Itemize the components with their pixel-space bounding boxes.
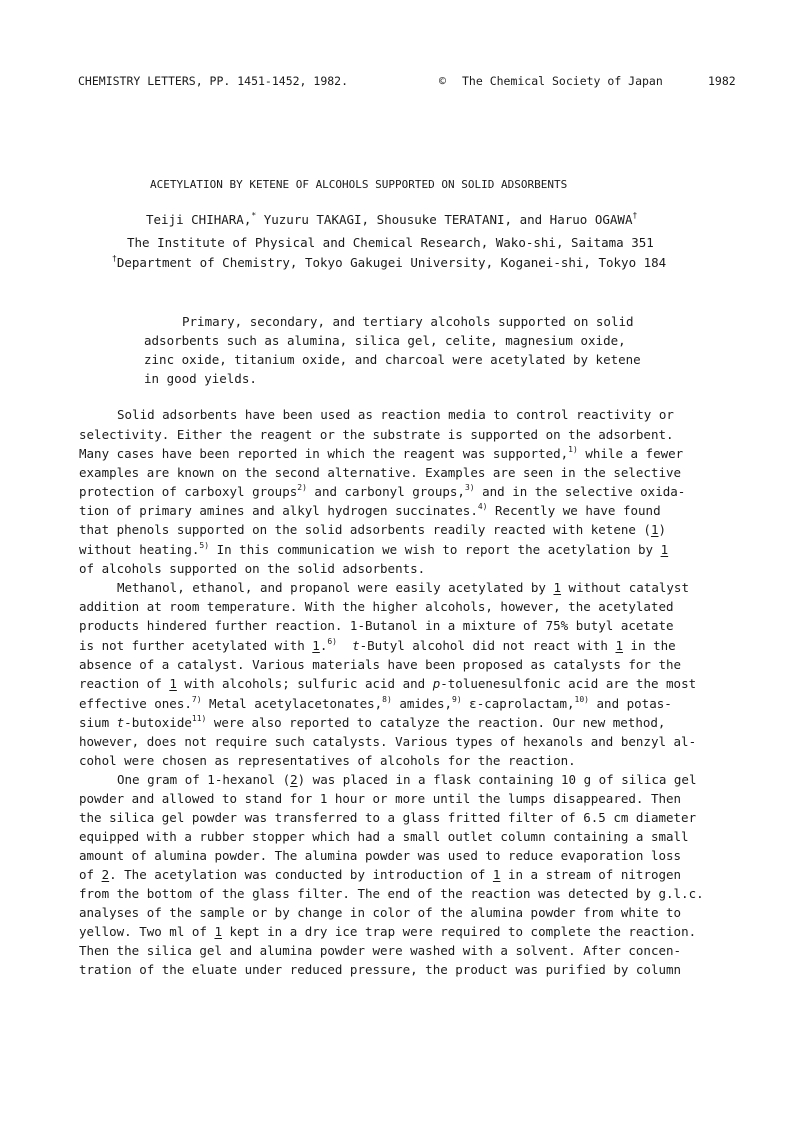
corresponding-mark: * — [251, 211, 257, 220]
compound-number: 1 — [169, 676, 177, 691]
abstract-line: Primary, secondary, and tertiary alcohols supported on solid — [182, 314, 634, 329]
citation-ref: 2) — [297, 483, 307, 492]
body-line — [79, 503, 661, 518]
body-line: tration of the eluate under reduced pressure, the product was purified by column — [79, 962, 682, 977]
body-line — [79, 676, 696, 691]
text-run: tion of primary amines and alkyl hydrogen succinates. — [79, 503, 478, 518]
compound-number: 1 — [660, 542, 669, 557]
dagger-mark: † — [112, 254, 117, 263]
text-run: in a stream of nitrogen — [500, 867, 682, 882]
society-name: The Chemical Society of Japan — [462, 74, 663, 88]
text-run — [337, 638, 352, 653]
text-run: -toluenesulfonic acid are the most — [440, 676, 697, 691]
body-line: amount of alumina powder. The alumina powder was used to reduce evaporation loss — [79, 848, 682, 863]
text-run: ) was placed in a flask containing 10 g of silica gel — [297, 772, 697, 787]
body-line: products hindered further reaction. 1-Butanol in a mixture of 75% butyl acetate — [79, 618, 674, 633]
body-line: the silica gel powder was transferred to a glass fritted filter of 6.5 cm diameter — [79, 810, 697, 825]
body-line: equipped with a rubber stopper which had a small outlet column containing a small — [79, 829, 689, 844]
text-run: and carbonyl groups, — [306, 484, 465, 499]
text-run: and in the selective oxida- — [474, 484, 686, 499]
abstract-line: zinc oxide, titanium oxide, and charcoal were acetylated by ketene — [144, 352, 641, 367]
compound-number: 1 — [312, 638, 320, 653]
text-run: In this communication we wish to report the acetylation by — [209, 542, 661, 557]
citation-ref: 4) — [477, 502, 488, 511]
text-run: were also reported to catalyze the reaction. Our new method, — [206, 715, 666, 730]
affiliation-2: Department of Chemistry, Tokyo Gakugei University, Koganei-shi, Tokyo 184 — [116, 255, 667, 270]
compound-number: 1 — [214, 924, 222, 939]
text-run: effective ones. — [79, 696, 192, 711]
citation-ref: 6) — [327, 637, 337, 646]
author-line — [146, 212, 637, 227]
text-run: t — [116, 715, 125, 730]
abstract-line: in good yields. — [144, 371, 257, 386]
body-line — [79, 696, 672, 711]
compound-number: 1 — [492, 867, 501, 882]
text-run: kept in a dry ice trap were required to complete the reaction. — [222, 924, 697, 939]
dagger-mark: † — [632, 211, 638, 220]
text-run: amides, — [391, 696, 453, 711]
text-run: Recently we have found — [487, 503, 661, 518]
body-line: addition at room temperature. With the higher alcohols, however, the acetylated — [79, 599, 674, 614]
text-run: t — [352, 638, 360, 653]
text-run: Metal acetylacetonates, — [201, 696, 383, 711]
body-line — [79, 924, 696, 939]
body-line: Solid adsorbents have been used as reaction media to control reactivity or — [117, 407, 674, 422]
affiliation-1: The Institute of Physical and Chemical Research, Wako-shi, Saitama 351 — [127, 235, 654, 250]
citation-ref: 8) — [382, 695, 392, 704]
text-run: Methanol, ethanol, and propanol were easily acetylated by — [117, 580, 554, 595]
citation-ref: 9) — [452, 695, 462, 704]
body-line — [117, 772, 696, 787]
body-line — [79, 715, 665, 730]
citation-ref: 10) — [574, 695, 589, 704]
compound-number: 1 — [615, 638, 623, 653]
text-run: yellow. Two ml of — [79, 924, 215, 939]
body-line — [79, 522, 666, 537]
compound-number: 2 — [290, 772, 298, 787]
citation-ref: 1) — [568, 445, 578, 454]
text-run: in the — [623, 638, 676, 653]
text-run: One gram of 1-hexanol ( — [117, 772, 291, 787]
paper-title: ACETYLATION BY KETENE OF ALCOHOLS SUPPORTED ON SOLID ADSORBENTS — [150, 178, 568, 191]
text-run: . — [319, 638, 328, 653]
body-line: absence of a catalyst. Various materials have been proposed as catalysts for the — [79, 657, 682, 672]
text-run: of — [79, 867, 102, 882]
citation-ref: 11) — [191, 714, 207, 723]
text-run: reaction of — [79, 676, 170, 691]
body-line — [79, 484, 685, 499]
text-run: Many cases have been reported in which the reagent was supported, — [79, 446, 569, 461]
affiliation-2-line — [112, 255, 666, 270]
text-run: sium — [79, 715, 117, 730]
body-line — [79, 638, 676, 653]
text-run: is not further acetylated with — [79, 638, 313, 653]
text-run: without catalyst — [561, 580, 689, 595]
text-run: and potas- — [589, 696, 672, 711]
abstract-line: adsorbents such as alumina, silica gel, celite, magnesium oxide, — [144, 333, 626, 348]
compound-number: 2 — [101, 867, 110, 882]
body-line — [79, 446, 683, 461]
body-line — [79, 542, 668, 557]
author-others: Yuzuru TAKAGI, Shousuke TERATANI, and Haruo OGAWA — [256, 212, 633, 227]
copyright-symbol: © — [439, 74, 446, 88]
body-line — [117, 580, 689, 595]
text-run: -Butyl alcohol did not react with — [359, 638, 616, 653]
text-run: p — [432, 676, 441, 691]
body-line: analyses of the sample or by change in color of the alumina powder from white to — [79, 905, 682, 920]
body-line: Then the silica gel and alumina powder were washed with a solvent. After concen- — [79, 943, 682, 958]
body-line: from the bottom of the glass filter. The end of the reaction was detected by g.l.c. — [79, 886, 704, 901]
citation-ref: 3) — [464, 483, 475, 492]
compound-number: 1 — [553, 580, 562, 595]
citation-ref: 5) — [199, 541, 210, 550]
journal-citation: CHEMISTRY LETTERS, PP. 1451-1452, 1982. — [78, 74, 349, 88]
citation-ref: 7) — [191, 695, 202, 704]
body-line: examples are known on the second alternative. Examples are seen in the selective — [79, 465, 682, 480]
text-run: with alcohols; sulfuric acid and — [176, 676, 433, 691]
text-run: without heating. — [79, 542, 200, 557]
text-run: ε-caprolactam, — [461, 696, 575, 711]
text-run: ) — [658, 522, 667, 537]
body-line: cohol were chosen as representatives of alcohols for the reaction. — [79, 753, 576, 768]
text-run: protection of carboxyl groups — [79, 484, 298, 499]
body-line: however, does not require such catalysts. Various types of hexanols and benzyl al- — [79, 734, 697, 749]
header-year: 1982 — [708, 74, 736, 88]
author-chihara: Teiji CHIHARA, — [146, 212, 252, 227]
body-line — [79, 867, 681, 882]
text-run: while a fewer — [577, 446, 684, 461]
text-run: . The acetylation was conducted by introduction of — [109, 867, 493, 882]
body-line: powder and allowed to stand for 1 hour or more until the lumps disappeared. Then — [79, 791, 682, 806]
text-run: that phenols supported on the solid adsorbents readily reacted with ketene ( — [79, 522, 651, 537]
body-line: of alcohols supported on the solid adsorbents. — [79, 561, 426, 576]
body-line: selectivity. Either the reagent or the substrate is supported on the adsorbent. — [79, 427, 674, 442]
compound-number: 1 — [650, 522, 659, 537]
text-run: -butoxide — [124, 715, 192, 730]
